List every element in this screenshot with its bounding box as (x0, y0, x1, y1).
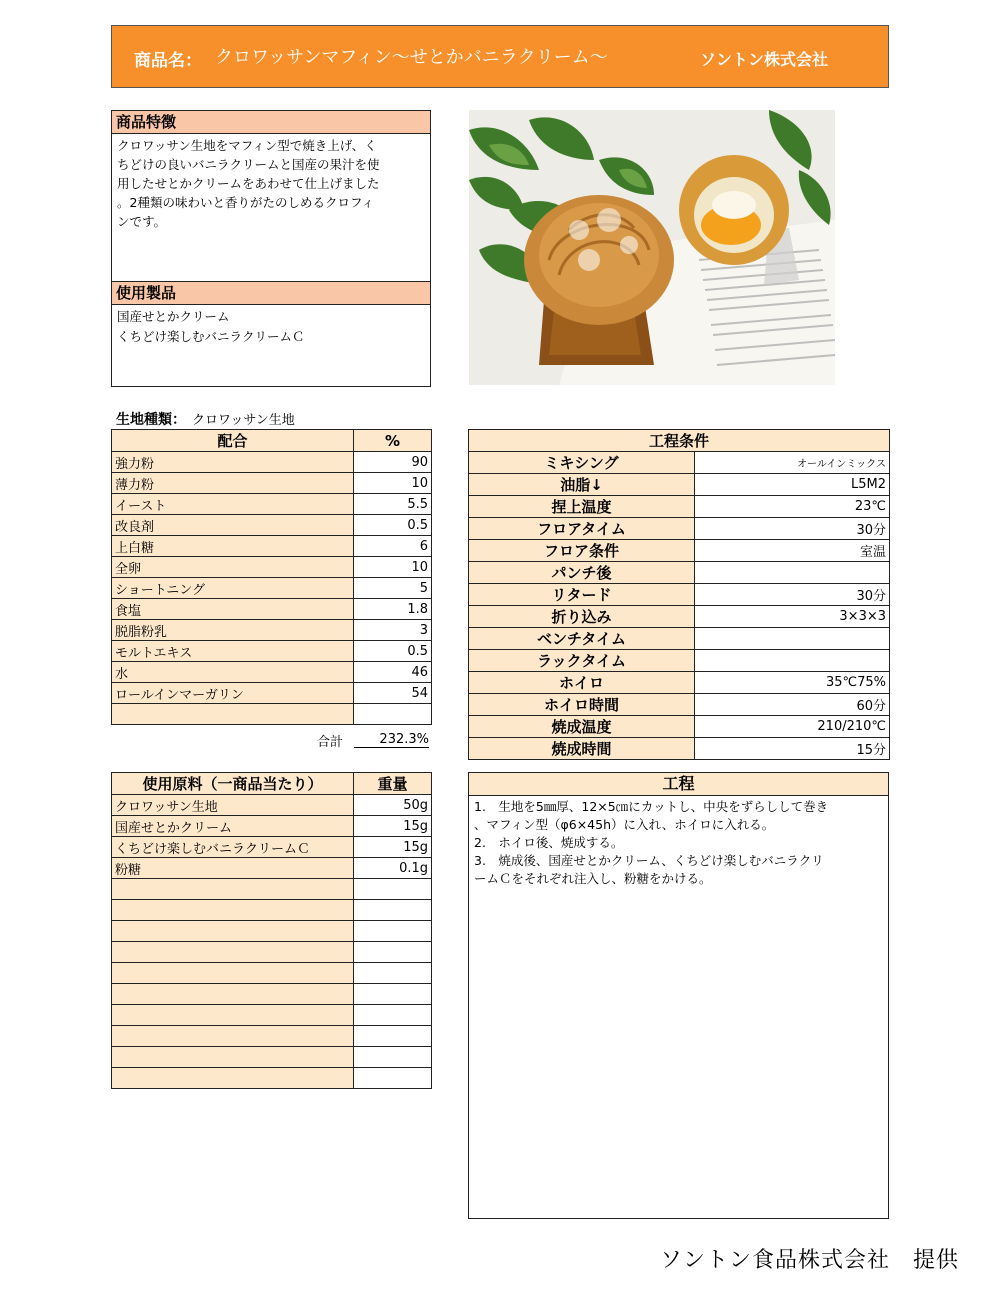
row-value-cell: 35℃75% (695, 672, 890, 694)
table-row (112, 536, 432, 557)
table-row (112, 1026, 432, 1047)
row-label-cell: 脱脂粉乳 (112, 620, 354, 641)
recipe-total-label: 合計 (317, 735, 344, 750)
products-box (111, 281, 431, 387)
row-label-cell: イースト (112, 494, 354, 515)
table-row (112, 599, 432, 620)
features-line: ンです。 (117, 214, 167, 229)
row-label-cell (112, 1047, 354, 1068)
step-line: 2. ホイロ後、焼成する。 (474, 835, 624, 850)
row-label-cell: 折り込み (469, 606, 695, 628)
conditions-header: 工程条件 (469, 430, 890, 452)
row-label-cell: 上白糖 (112, 536, 354, 557)
row-value-cell: 46 (354, 662, 432, 683)
row-value-cell (695, 628, 890, 650)
row-label-cell: 改良剤 (112, 515, 354, 536)
row-label-cell (112, 942, 354, 963)
table-row (469, 672, 890, 694)
product-header (111, 25, 889, 88)
recipe-header-percent: % (354, 430, 432, 452)
product-item: 国産せとかクリーム (117, 309, 230, 324)
row-value-cell: 1.8 (354, 599, 432, 620)
ingredients-header-weight: 重量 (354, 773, 432, 795)
row-label-cell (112, 1068, 354, 1089)
table-row (469, 518, 890, 540)
conditions-rows (469, 452, 890, 760)
croissant-muffin-illustration (469, 110, 835, 385)
table-row (112, 963, 432, 984)
row-value-cell: 60分 (695, 694, 890, 716)
table-row (112, 984, 432, 1005)
table-row (469, 628, 890, 650)
table-row (469, 738, 890, 760)
row-label-cell: ショートニング (112, 578, 354, 599)
row-value-cell (354, 1005, 432, 1026)
row-label-cell: 強力粉 (112, 452, 354, 473)
step-line: ームＣをそれぞれ注入し、粉糖をかける。 (474, 871, 712, 886)
row-label-cell: 全卵 (112, 557, 354, 578)
features-line: 用したせとかクリームをあわせて仕上げました (117, 176, 380, 191)
table-row (469, 540, 890, 562)
row-value-cell (354, 963, 432, 984)
row-label-cell: 粉糖 (112, 858, 354, 879)
row-value-cell: オールインミックス (695, 452, 890, 474)
row-label-cell (112, 963, 354, 984)
table-row (112, 704, 432, 725)
recipe-rows (112, 452, 432, 725)
product-item: くちどけ楽しむバニラクリームＣ (117, 329, 305, 344)
row-label-cell (112, 1026, 354, 1047)
recipe-header-row (112, 430, 432, 452)
row-label-cell: フロアタイム (469, 518, 695, 540)
products-title: 使用製品 (112, 282, 430, 305)
step-line: 1. 生地を5㎜厚、12×5㎝にカットし、中央をずらしして巻き (474, 799, 829, 814)
table-row (112, 620, 432, 641)
features-line: ちどけの良いバニラクリームと国産の果汁を使 (117, 157, 380, 172)
features-box (111, 110, 431, 282)
row-value-cell: 15g (354, 816, 432, 837)
products-list (112, 305, 430, 349)
table-row (112, 494, 432, 515)
row-value-cell (354, 704, 432, 725)
features-text (112, 134, 430, 233)
table-row (112, 837, 432, 858)
table-row (112, 662, 432, 683)
row-value-cell (695, 650, 890, 672)
row-value-cell: 23℃ (695, 496, 890, 518)
row-label-cell: クロワッサン生地 (112, 795, 354, 816)
row-label-cell (112, 921, 354, 942)
row-label-cell: パンチ後 (469, 562, 695, 584)
row-value-cell: 6 (354, 536, 432, 557)
process-conditions-table (468, 429, 890, 760)
row-label-cell: フロア条件 (469, 540, 695, 562)
row-value-cell: 15g (354, 837, 432, 858)
row-value-cell (354, 900, 432, 921)
table-row (112, 1068, 432, 1089)
row-label-cell (112, 1005, 354, 1026)
table-row (112, 578, 432, 599)
table-row (469, 496, 890, 518)
table-row (469, 474, 890, 496)
row-value-cell: 3 (354, 620, 432, 641)
row-label-cell: 薄力粉 (112, 473, 354, 494)
recipe-total (111, 729, 431, 749)
steps-text (469, 796, 888, 890)
row-label-cell: 捏上温度 (469, 496, 695, 518)
row-label-cell: くちどけ楽しむバニラクリームＣ (112, 837, 354, 858)
row-value-cell: 30分 (695, 584, 890, 606)
product-name: クロワッサンマフィン～せとかバニラクリーム～ (215, 47, 608, 68)
ingredients-rows (112, 795, 432, 1089)
recipe-header-ingredient: 配合 (112, 430, 354, 452)
table-row (112, 900, 432, 921)
product-photo (469, 110, 835, 385)
footer-credit: ソントン食品株式会社 提供 (660, 1248, 960, 1273)
row-label-cell: リタード (469, 584, 695, 606)
row-value-cell: 0.5 (354, 641, 432, 662)
row-value-cell (354, 921, 432, 942)
table-row (112, 858, 432, 879)
dough-type-value: クロワッサン生地 (192, 413, 295, 428)
row-label-cell (112, 704, 354, 725)
row-value-cell (354, 942, 432, 963)
row-label-cell: 水 (112, 662, 354, 683)
steps-title: 工程 (469, 773, 888, 796)
row-value-cell: 50g (354, 795, 432, 816)
row-label-cell: モルトエキス (112, 641, 354, 662)
table-row (112, 816, 432, 837)
features-line: 。2種類の味わいと香りがたのしめるクロフィ (117, 195, 374, 210)
step-line: 3. 焼成後、国産せとかクリーム、くちどけ楽しむバニラクリ (474, 853, 824, 868)
table-row (469, 584, 890, 606)
row-label-cell: 国産せとかクリーム (112, 816, 354, 837)
table-row (469, 650, 890, 672)
table-row (112, 641, 432, 662)
table-row (469, 716, 890, 738)
row-value-cell (354, 984, 432, 1005)
table-row (469, 452, 890, 474)
row-value-cell: 90 (354, 452, 432, 473)
row-value-cell (354, 1068, 432, 1089)
features-title: 商品特徴 (112, 111, 430, 134)
ingredients-header-name: 使用原料（一商品当たり） (112, 773, 354, 795)
table-row (112, 452, 432, 473)
table-row (112, 683, 432, 704)
row-label-cell: ミキシング (469, 452, 695, 474)
row-value-cell: 10 (354, 473, 432, 494)
row-value-cell: 10 (354, 557, 432, 578)
row-label-cell: ロールインマーガリン (112, 683, 354, 704)
row-value-cell: 室温 (695, 540, 890, 562)
table-row (469, 562, 890, 584)
row-value-cell (354, 879, 432, 900)
table-row (112, 921, 432, 942)
table-row (112, 1005, 432, 1026)
row-label-cell: ベンチタイム (469, 628, 695, 650)
row-value-cell: 210/210℃ (695, 716, 890, 738)
row-value-cell: 54 (354, 683, 432, 704)
table-row (112, 879, 432, 900)
ingredients-table (111, 772, 432, 1089)
table-row (469, 694, 890, 716)
row-label-cell: 食塩 (112, 599, 354, 620)
ingredients-header-row (112, 773, 432, 795)
row-label-cell: ホイロ (469, 672, 695, 694)
product-name-label: 商品名： (134, 51, 202, 71)
table-row (112, 515, 432, 536)
row-label-cell: ホイロ時間 (469, 694, 695, 716)
conditions-header-row (469, 430, 890, 452)
row-label-cell: 焼成時間 (469, 738, 695, 760)
row-value-cell (354, 1047, 432, 1068)
dough-type-label: 生地種類： (116, 412, 186, 428)
table-row (112, 795, 432, 816)
row-value-cell (354, 1026, 432, 1047)
table-row (112, 942, 432, 963)
table-row (469, 606, 890, 628)
row-value-cell: 3×3×3 (695, 606, 890, 628)
row-value-cell: 15分 (695, 738, 890, 760)
row-label-cell (112, 879, 354, 900)
row-value-cell: 30分 (695, 518, 890, 540)
row-label-cell: 焼成温度 (469, 716, 695, 738)
dough-type (116, 409, 295, 429)
table-row (112, 557, 432, 578)
row-value-cell: 0.5 (354, 515, 432, 536)
step-line: 、マフィン型（φ6×45h）に入れ、ホイロに入れる。 (474, 817, 775, 832)
features-line: クロワッサン生地をマフィン型で焼き上げ、く (117, 138, 377, 153)
table-row (112, 1047, 432, 1068)
row-value-cell: 5.5 (354, 494, 432, 515)
recipe-table (111, 429, 432, 725)
row-label-cell: ラックタイム (469, 650, 695, 672)
row-value-cell (695, 562, 890, 584)
row-label-cell (112, 900, 354, 921)
row-label-cell (112, 984, 354, 1005)
row-value-cell: 5 (354, 578, 432, 599)
row-value-cell: 0.1g (354, 858, 432, 879)
row-label-cell: 油脂↓ (469, 474, 695, 496)
row-value-cell: L5M2 (695, 474, 890, 496)
recipe-total-value: 232.3% (354, 732, 429, 748)
table-row (112, 473, 432, 494)
company-name: ソントン株式会社 (700, 50, 829, 69)
process-steps-box (468, 772, 889, 1219)
